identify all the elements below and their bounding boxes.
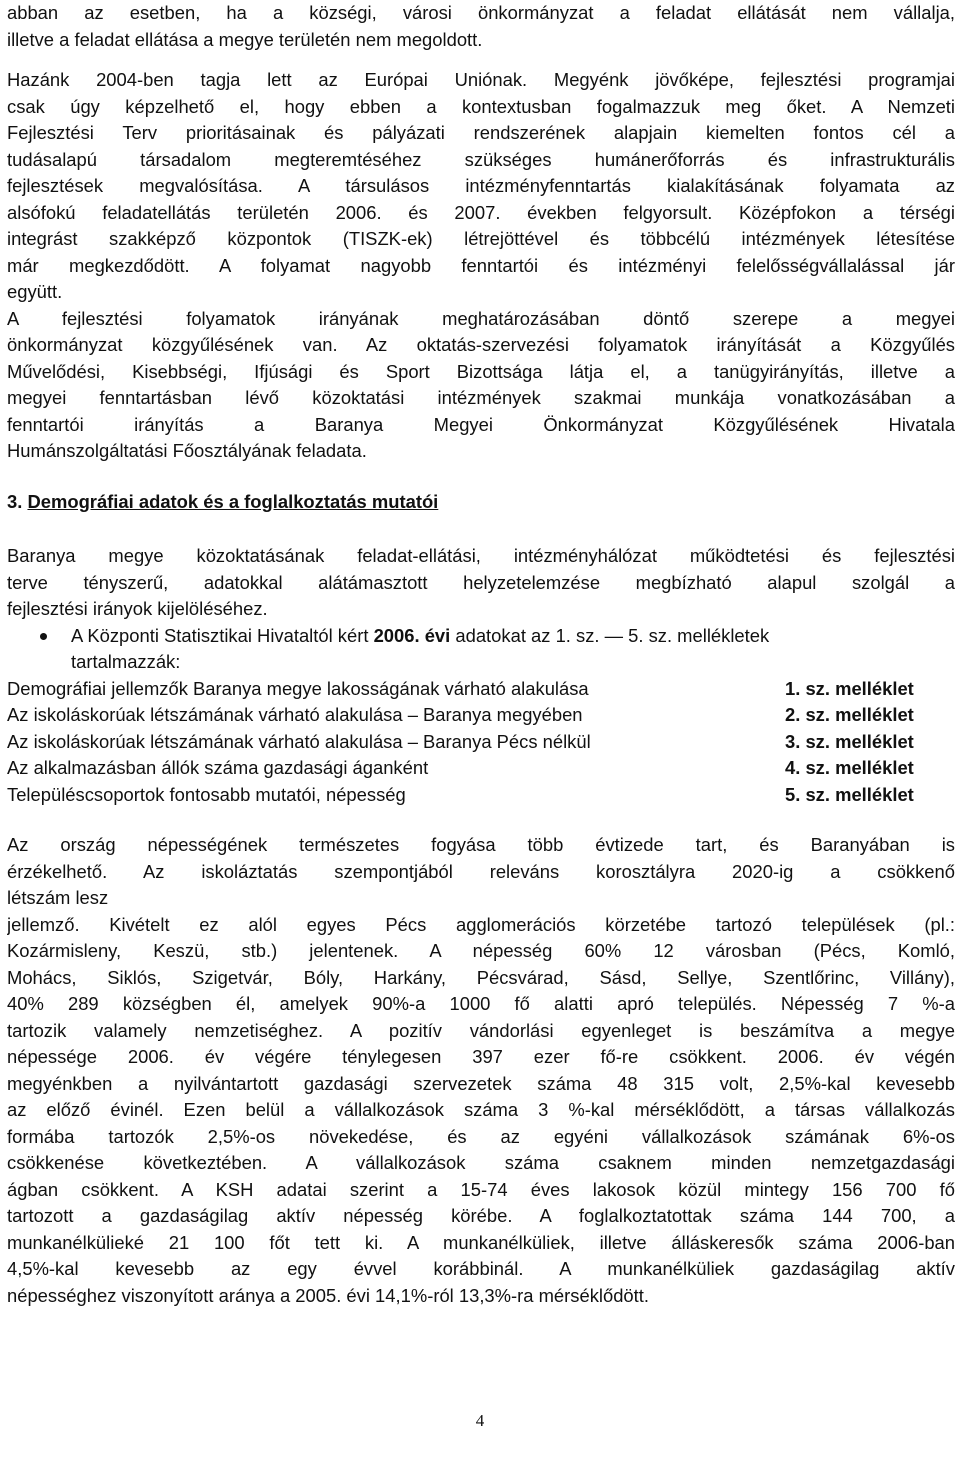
annex-row [7,729,955,756]
text-line: az előző évinél. Ezen belül a vállalkozások száma 3 %-kal mérséklődött, a társas vállalkozás [7,1099,955,1120]
bullet-text-suffix: adatokat az 1. sz. — 5. sz. mellékletek [450,624,770,646]
text-line: Művelődési, Kisebbségi, Ifjúsági és Sport Bizottsága látja el, a tanügyirányítás, illetve a [7,360,955,382]
bullet-continuation: tartalmazzák: [71,651,181,672]
bullet-dot-icon [40,633,47,640]
text-line: fejlesztések megvalósítása. A társulásos intézményfenntartás kialakításának folyamata az [7,175,955,196]
text-line: Baranya megye közoktatásának feladat-ellátási, intézményhálózat működtetési és fejlesztési [7,545,955,566]
text-line: létszám lesz [7,887,109,908]
page-number: 4 [475,1411,485,1430]
text-line: tartozott a gazdaságilag aktív népesség körébe. A foglalkoztatottak száma 144 700, a [7,1205,955,1226]
annex-row [7,755,955,782]
annex-ref: 1. sz. melléklet [785,677,914,699]
text-line: csökkenése következtében. A vállalkozások száma csaknem minden nemzetgazdasági [7,1152,955,1173]
text-line: illetve a feladat ellátása a megye területén nem megoldott. [7,28,483,50]
paragraph-eu-development [7,67,955,306]
annex-label: Az alkalmazásban állók száma gazdasági áganként [7,757,429,778]
text-line: népességhez viszonyított aránya a 2005. évi 14,1%-ról 13,3%-ra mérséklődött. [7,1284,649,1306]
text-line: Az ország népességének természetes fogyása több évtizede tart, és Baranyában is [7,834,955,855]
text-line: Humánszolgáltatási Főosztályának feladata. [7,440,367,461]
text-line: munkanélkülieké 21 100 főt tett ki. A munkanélküliek, illetve álláskeresők száma 2006-ban [7,1231,955,1253]
text-line: Mohács, Siklós, Szigetvár, Bóly, Harkány, Pécsvárad, Sásd, Sellye, Szentlőrinc, Villány), [7,966,955,988]
bullet-item [7,623,955,676]
text-line: együtt. [7,281,63,302]
paragraph-governance [7,306,955,465]
text-line: tartozik valamely nemzetiséghez. A pozitív vándorlási egyenleget is beszámítva a megye [7,1019,955,1041]
text-line: csak úgy képzelhető el, hogy ebben a kontextusban fogalmazzuk meg őket. A Nemzeti [7,95,955,117]
text-line: alsófokú feladatellátás területén 2006. és 2007. években felgyorsult. Középfokon a térségi [7,201,955,223]
annex-ref: 3. sz. melléklet [785,730,914,752]
annex-label: Településcsoportok fontosabb mutatói, népesség [7,783,406,805]
section-number: 3. [7,490,23,512]
paragraph-analysis-basis [7,543,955,623]
annex-label: Demográfiai jellemzők Baranya megye lakosságának várható alakulása [7,677,589,699]
annex-ref: 2. sz. melléklet [785,704,914,725]
text-line: Hazánk 2004-ben tagja lett az Európai Uniónak. Megyénk jövőképe, fejlesztési programjai [7,69,955,90]
text-line: fenntartói irányítás a Baranya Megyei Önkormányzat Közgyűlésének Hivatala [7,413,955,435]
text-line: érzékelhető. Az iskoláztatás szempontjából releváns korosztályra 2020-ig a csökkenő [7,860,955,882]
annex-list [7,676,955,809]
text-line: önkormányzat közgyűlésének van. Az oktatás-szervezési folyamatok irányítását a Közgyűlés [7,334,955,355]
text-line: abban az esetben, ha a községi, városi önkormányzat a feladat ellátását nem vállalja, [7,2,955,23]
text-line: A fejlesztési folyamatok irányának meghatározásában döntő szerepe a megyei [7,307,955,329]
text-line: Fejlesztési Terv prioritásainak és pályázati rendszerének alapjain kiemelten fontos cél a [7,122,955,143]
text-line: jellemző. Kivételt ez alól egyes Pécs agglomerációs körzetébe tartozó települések (pl.: [7,913,955,935]
annex-row [7,782,955,809]
text-line: integrást szakképző központok (TISZK-ek) létrejöttével és többcélú intézmények létesítése [7,228,955,249]
section-title: Demográfiai adatok és a foglalkoztatás mutatói [27,490,439,512]
text-line: formába tartozók 2,5%-os növekedése, és az egyéni vállalkozások számának 6%-os [7,1125,955,1147]
annex-label: Az iskoláskorúak létszámának várható alakulása – Baranya Pécs nélkül [7,730,591,752]
annex-row [7,676,955,703]
text-line: terve tényszerű, adatokkal alátámasztott helyzetelemzése megbízható alapul szolgál a [7,571,955,593]
bullet-text-bold: 2006. évi [373,624,451,646]
text-line: népessége 2006. év végére ténylegesen 397 ezer fő-re csökkent. 2006. év végén [7,1046,955,1067]
text-line: 4,5%-kal kevesebb az egy évvel korábbinál. A munkanélküliek gazdaságilag aktív [7,1258,955,1279]
text-line: megyénkben a nyilvántartott gazdasági szervezetek száma 48 315 volt, 2,5%-kal kevesebb [7,1072,955,1094]
text-line: már megkezdődött. A folyamat nagyobb fenntartói és intézményi felelősségvállalással jár [7,254,955,276]
section-heading [7,489,955,516]
bullet-text-prefix: A Központi Statisztikai Hivataltól kért [71,624,374,646]
annex-ref: 5. sz. melléklet [785,783,914,805]
paragraph-demographics [7,832,955,1309]
bullet-line [7,623,955,650]
text-line: ágban csökkent. A KSH adatai szerint a 15-74 éves lakosok közül mintegy 156 700 fő [7,1178,955,1200]
text-line: 40% 289 községben él, amelyek 90%-a 1000 fő alatti apró település. Népesség 7 %-a [7,993,955,1014]
intro-paragraph [7,0,955,53]
text-line: fejlesztési irányok kijelöléséhez. [7,598,268,619]
text-line: tudásalapú társadalom megteremtéséhez szükséges humánerőforrás és infrastrukturális [7,148,955,170]
annex-ref: 4. sz. melléklet [785,757,914,778]
text-line: Kozármisleny, Keszü, stb.) jelentenek. A népesség 60% 12 városban (Pécs, Komló, [7,940,955,961]
text-line: megyei fenntartásban lévő közoktatási intézmények szakmai munkája vonatkozásában a [7,387,955,408]
annex-row [7,702,955,729]
document-page [7,0,955,1309]
annex-label: Az iskoláskorúak létszámának várható alakulása – Baranya megyében [7,704,583,725]
